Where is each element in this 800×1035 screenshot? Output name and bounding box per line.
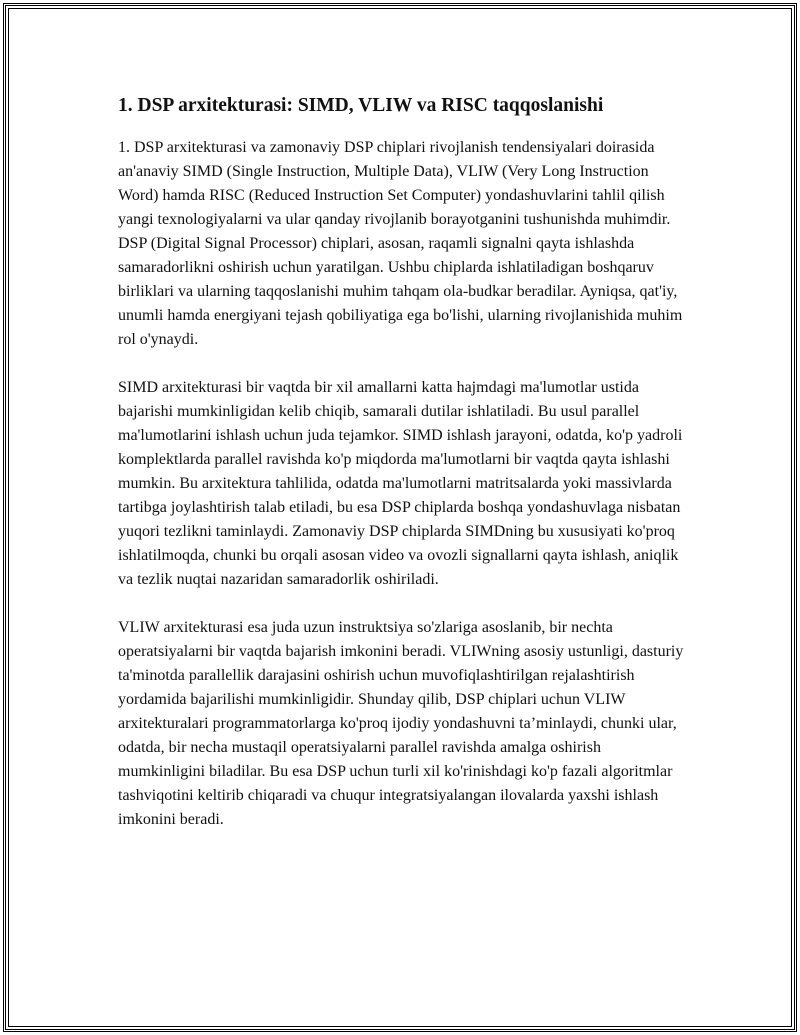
paragraph-simd: SIMD arxitekturasi bir vaqtda bir xil amallarni katta hajmdagi ma'lumotlar ustida bajarishi mumkinligidan kelib chiqib, samarali dutilar ishlatiladi. Bu usul parallel ma'lumotlarini ishlash uchun juda tejamkor. SIMD ishlash jarayoni, odatda, ko'p yadroli komplektlarda parallel ravishda ko'p miqdorda ma'lumotlarni bir vaqtda qayta ishlashi mumkin. Bu arxitektura tahlilida, odatda ma'lumotlarni matritsalarda yoki massivlarda tartibga joylashtirish talab etiladi, bu esa DSP chiplarda boshqa yondashuvlaga nisbatan yuqori tezlikni taminlaydi. Zamonaviy DSP chiplarda SIMDning bu xususiyati ko'proq ishlatilmoqda, chunki bu orqali asosan video va ovozli signallarni qayta ishlash, aniqlik va tezlik nuqtai nazaridan samaradorlik oshiriladi.: [118, 379, 683, 588]
document-body: [118, 92, 686, 856]
paragraph-intro: 1. DSP arxitekturasi va zamonaviy DSP chiplari rivojlanish tendensiyalari doirasida an'anaviy SIMD (Single Instruction, Multiple Data), VLIW (Very Long Instruction Word) hamda RISC (Reduced Instruction Set Computer) yondashuvlarini tahlil qilish yangi texnologiyalarni va ular qanday rivojlanib borayotganini tushunishda muhimdir. DSP (Digital Signal Processor) chiplari, asosan, raqamli signalni qayta ishlashda samaradorlikni oshirish uchun yaratilgan. Ushbu chiplarda ishlatiladigan boshqaruv birliklari va ularning taqqoslanishi muhim tahqam ola-budkar beradilar. Ayniqsa, qat'iy, unumli hamda energiyani tejash qobiliyatiga ega bo'lishi, ularning rivojlanishida muhim rol o'ynaydi.: [118, 139, 683, 348]
document-heading: 1. DSP arxitekturasi: SIMD, VLIW va RISC taqqoslanishi: [118, 95, 604, 116]
paragraph-vliw: VLIW arxitekturasi esa juda uzun instruktsiya so'zlariga asoslanib, bir nechta operatsiyalarni bir vaqtda bajarish imkonini beradi. VLIWning asosiy ustunligi, dasturiy ta'minotda parallellik darajasini oshirish uchun muvofiqlashtirilgan rejalashtirish yordamida bajarilishi mumkinligidir. Shunday qilib, DSP chiplari uchun VLIW arxitekturalari programmatorlarga ko'proq ijodiy yondashuvni ta’minlaydi, chunki ular, odatda, bir necha mustaqil operatsiyalarni parallel ravishda amalga oshirish mumkinligini biladilar. Bu esa DSP uchun turli xil ko'rinishdagi ko'p fazali algoritmlar tashviqotini keltirib chiqaradi va chuqur integratsiyalangan ilovalarda yaxshi ishlash imkonini beradi.: [118, 619, 684, 828]
